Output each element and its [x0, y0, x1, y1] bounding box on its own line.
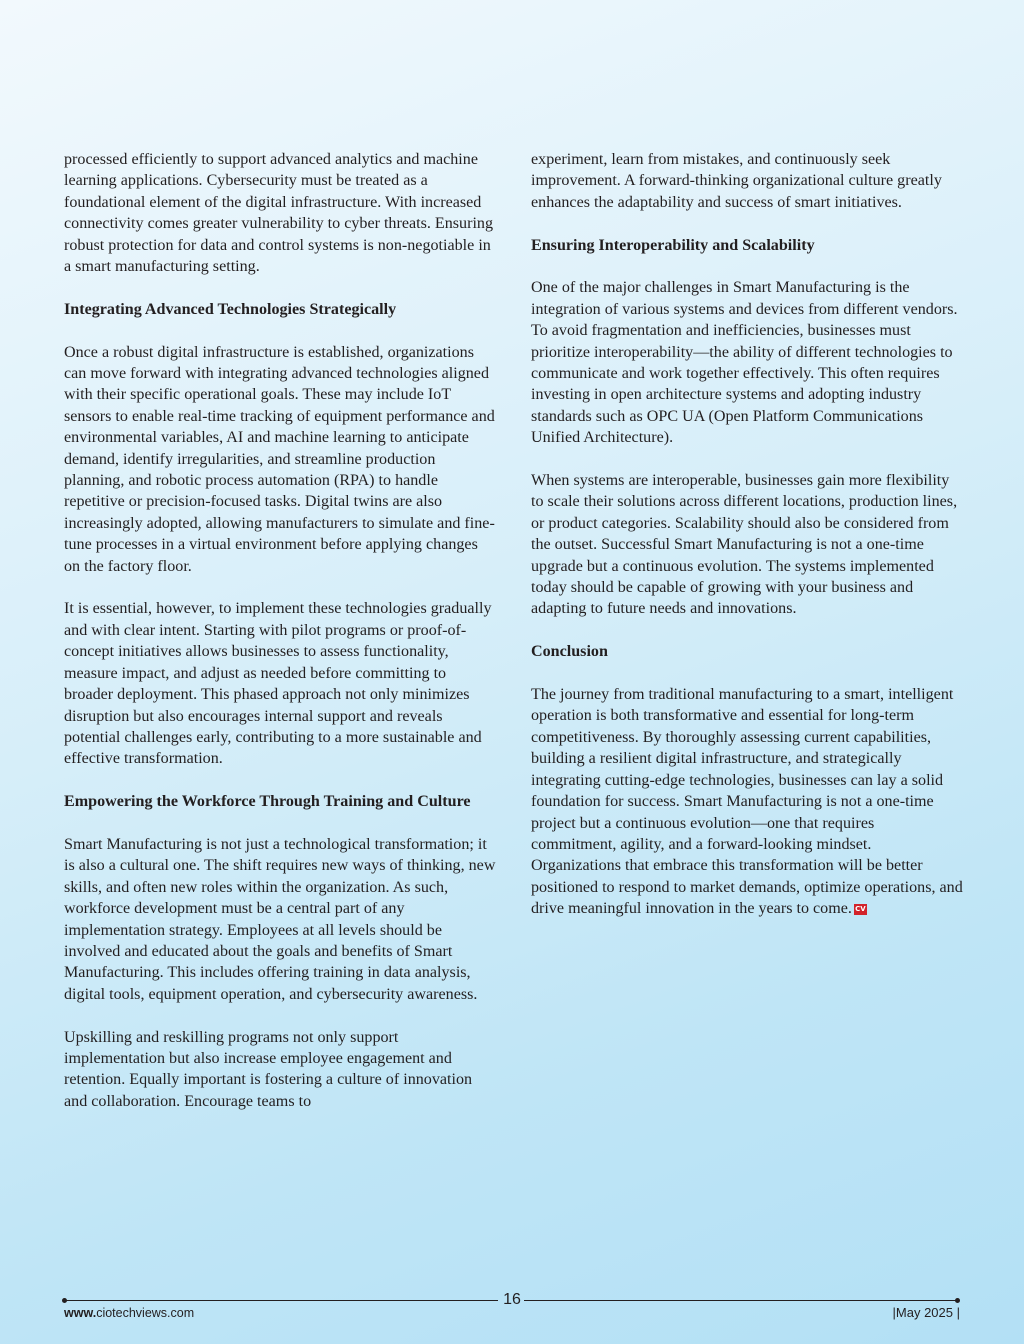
body-paragraph: Upskilling and reskilling programs not only support implementation but also increase employee engagement and retention. Equally important is fostering a culture of innovation and collaboration. Encourage teams to: [64, 1028, 473, 1110]
footer-issue-date: |May 2025 |: [892, 1305, 960, 1320]
footer-rule-right: [524, 1300, 958, 1301]
body-paragraph: It is essential, however, to implement these technologies gradually and with clear intent. Starting with pilot programs or proof-of-concept initiatives allows businesses to assess functionality, measure impact, and adjust as needed before committing to broader deployment. This phased approach not only minimizes disruption but also encourages internal support and reveals potential challenges early, contributing to a more sustainable and effective transformation.: [64, 600, 492, 768]
body-paragraph: Smart Manufacturing is not just a technological transformation; it is also a cultural one. The shift requires new ways of thinking, new skills, and often new roles within the organization. As such, workforce development must be a central part of any implementation strategy. Employees at all levels should be involved and educated about the goals and benefits of Smart Manufacturing. This includes offering training in data analysis, digital tools, equipment operation, and cybersecurity awareness.: [64, 835, 496, 1003]
footer-dot-right: [955, 1298, 960, 1303]
left-column: [64, 149, 496, 1134]
footer-website: [64, 1305, 194, 1321]
body-paragraph: experiment, learn from mistakes, and continuously seek improvement. A forward-thinking organizational culture greatly enhances the adaptability and success of smart initiatives.: [531, 151, 942, 211]
section-heading: Integrating Advanced Technologies Strategically: [64, 300, 397, 318]
body-paragraph: processed efficiently to support advanced analytics and machine learning applications. Cybersecurity must be treated as a foundational element of the digital infrastructure. With increased connectivity comes greater vulnerability to cyber threats. Ensuring robust protection for data and control systems is non-negotiable in a smart manufacturing setting.: [64, 151, 494, 276]
conclusion-paragraph: [531, 684, 963, 919]
footer-rule-left: [64, 1300, 498, 1301]
body-paragraph: Once a robust digital infrastructure is established, organizations can move forward with integrating advanced technologies aligned with their specific operational goals. These may include IoT sensors to enable real-time tracking of equipment performance and environmental variables, AI and machine learning to anticipate demand, identify irregularities, and streamline production planning, and robotic process automation (RPA) to handle repetitive or precision-focused tasks. Digital twins are also increasingly adopted, allowing manufacturers to simulate and fine-tune processes in a virtual environment before applying changes on the factory floor.: [64, 343, 495, 575]
body-paragraph: When systems are interoperable, businesses gain more flexibility to scale their solutions across different locations, production lines, or product categories. Scalability should also be considered from the outset. Successful Smart Manufacturing is not a one-time upgrade but a continuous evolution. The systems implemented today should be capable of growing with your business and adapting to future needs and innovations.: [531, 472, 958, 618]
website-prefix: www.: [64, 1306, 97, 1320]
section-heading: Conclusion: [531, 643, 608, 661]
section-heading: Empowering the Workforce Through Training and Culture: [64, 793, 471, 811]
conclusion-text: The journey from traditional manufacturing to a smart, intelligent operation is both transformative and essential for long-term competitiveness. By thoroughly assessing current capabilities, building a resilient digital infrastructure, and strategically integrating cutting-edge technologies, businesses can lay a solid foundation for success. Smart Manufacturing is not a one-time project but a continuous evolution—one that requires commitment, agility, and a forward-looking mindset. Organizations that embrace this transformation will be better positioned to respond to market demands, optimize operations, and drive meaningful innovation in the years to come.: [531, 686, 963, 918]
end-mark-icon: CV: [855, 905, 866, 914]
page-number: 16: [503, 1291, 521, 1308]
right-column: [531, 149, 963, 941]
section-heading: Ensuring Interoperability and Scalability: [531, 236, 815, 254]
website-domain: ciotechviews.com: [96, 1306, 195, 1320]
body-paragraph: One of the major challenges in Smart Manufacturing is the integration of various systems and devices from different vendors. To avoid fragmentation and inefficiencies, businesses must prioritize interoperability—the ability of different technologies to communicate and work together effectively. This often requires investing in open architecture systems and adopting industry standards such as OPC UA (Open Platform Communications Unified Architecture).: [531, 279, 958, 447]
